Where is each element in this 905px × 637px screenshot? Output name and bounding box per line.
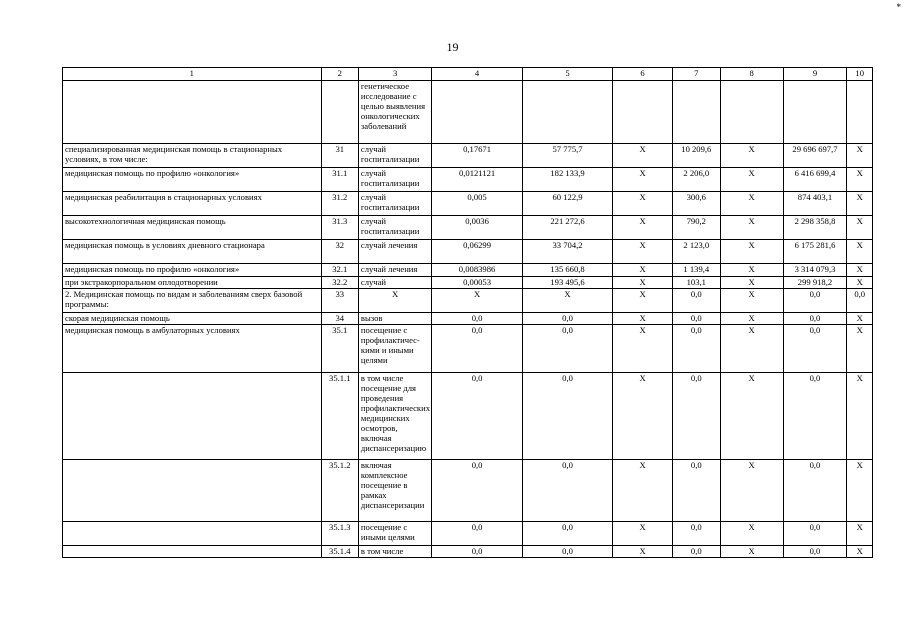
cell-code: 32.1 <box>321 264 358 277</box>
cell-col9: 0,0 <box>783 373 847 460</box>
cell-col10: 0,0 <box>847 289 873 313</box>
cell-col8: Х <box>720 522 783 546</box>
table-row <box>63 522 873 546</box>
cell-col6: Х <box>613 460 673 522</box>
cell-unit: вызов <box>358 313 431 325</box>
column-header: 7 <box>672 68 720 81</box>
cell-unit: случай <box>358 277 431 289</box>
cell-col5: 0,0 <box>522 460 612 522</box>
cell-col10: Х <box>847 277 873 289</box>
cell-name: медицинская помощь в условиях дневного стационара <box>63 240 322 264</box>
cell-col9: 0,0 <box>783 522 847 546</box>
cell-unit: в том числе <box>358 546 431 558</box>
cell-code: 32 <box>321 240 358 264</box>
cell-col6: Х <box>613 240 673 264</box>
cell-col5: 57 775,7 <box>522 144 612 168</box>
cell-col5: 0,0 <box>522 325 612 373</box>
table-row <box>63 289 873 313</box>
cell-col4: 0,0121121 <box>432 168 522 192</box>
cell-name: 2. Медицинская помощь по видам и заболеваниям сверх базовой программы: <box>63 289 322 313</box>
cell-name: медицинская реабилитация в стационарных условиях <box>63 192 322 216</box>
header-row <box>63 68 873 81</box>
cell-col9: 874 403,1 <box>783 192 847 216</box>
cell-name <box>63 460 322 522</box>
cell-code: 31.2 <box>321 192 358 216</box>
cell-col7: 1 139,4 <box>672 264 720 277</box>
cell-col6: Х <box>613 168 673 192</box>
cell-col7: 0,0 <box>672 325 720 373</box>
column-header: 6 <box>613 68 673 81</box>
cell-code: 35.1.4 <box>321 546 358 558</box>
cell-unit: генетическое исследование с целью выявления онкологических заболеваний <box>358 81 431 144</box>
cell-name <box>63 546 322 558</box>
cell-unit: случай лечения <box>358 264 431 277</box>
cell-col10: Х <box>847 373 873 460</box>
cell-name: медицинская помощь по профилю «онкология» <box>63 168 322 192</box>
cell-col9: 6 416 699,4 <box>783 168 847 192</box>
table-row <box>63 546 873 558</box>
cell-col8: Х <box>720 216 783 240</box>
cell-col6: Х <box>613 313 673 325</box>
cell-col9: 0,0 <box>783 289 847 313</box>
cell-col5: 0,0 <box>522 373 612 460</box>
cell-col10: Х <box>847 168 873 192</box>
cell-unit: случай лечения <box>358 240 431 264</box>
table-row <box>63 277 873 289</box>
table-row <box>63 313 873 325</box>
cell-code: 31 <box>321 144 358 168</box>
column-header: 1 <box>63 68 322 81</box>
cell-unit: случай госпитализации <box>358 168 431 192</box>
cell-col8: Х <box>720 325 783 373</box>
table-body <box>63 81 873 558</box>
cell-unit: в том числе посещение для проведения профилактических медицинских осмотров, включая диспансеризацию <box>358 373 431 460</box>
table-row <box>63 216 873 240</box>
cell-col8: Х <box>720 192 783 216</box>
cell-name: специализированная медицинская помощь в стационарных условиях, в том числе: <box>63 144 322 168</box>
cell-col4: 0,0 <box>432 373 522 460</box>
cell-unit: посещение с иными целями <box>358 522 431 546</box>
cell-code: 32.2 <box>321 277 358 289</box>
cell-name: скорая медицинская помощь <box>63 313 322 325</box>
cell-col6 <box>613 81 673 144</box>
column-header: 3 <box>358 68 431 81</box>
cell-code: 33 <box>321 289 358 313</box>
cell-col7: 0,0 <box>672 289 720 313</box>
cell-col8: Х <box>720 277 783 289</box>
cell-code: 35.1.3 <box>321 522 358 546</box>
cell-col6: Х <box>613 264 673 277</box>
cell-col10: Х <box>847 460 873 522</box>
corner-mark: * <box>896 2 901 12</box>
cell-col6: Х <box>613 325 673 373</box>
cell-col6: Х <box>613 192 673 216</box>
cell-col5: 0,0 <box>522 313 612 325</box>
cell-col6: Х <box>613 277 673 289</box>
cell-col4: 0,0 <box>432 546 522 558</box>
column-header: 4 <box>432 68 522 81</box>
cell-col9: 0,0 <box>783 546 847 558</box>
cell-col4: 0,0036 <box>432 216 522 240</box>
cell-col5: 60 122,9 <box>522 192 612 216</box>
cell-col4 <box>432 81 522 144</box>
cell-col8: Х <box>720 144 783 168</box>
cell-unit: включая комплексное посещение в рамках диспансеризации <box>358 460 431 522</box>
cell-col6: Х <box>613 289 673 313</box>
cell-code: 35.1.2 <box>321 460 358 522</box>
cell-unit: Х <box>358 289 431 313</box>
cell-col9: 0,0 <box>783 460 847 522</box>
cell-col8: Х <box>720 264 783 277</box>
cell-col7: 300,6 <box>672 192 720 216</box>
cell-col6: Х <box>613 144 673 168</box>
cell-col5 <box>522 81 612 144</box>
cell-col5: 33 704,2 <box>522 240 612 264</box>
table-row <box>63 144 873 168</box>
cell-col8: Х <box>720 289 783 313</box>
cell-code: 35.1 <box>321 325 358 373</box>
cell-col10: Х <box>847 313 873 325</box>
cell-code <box>321 81 358 144</box>
data-table <box>62 67 873 558</box>
cell-col10: Х <box>847 522 873 546</box>
cell-col9: 0,0 <box>783 313 847 325</box>
cell-col10: Х <box>847 216 873 240</box>
cell-name: медицинская помощь в амбулаторных условиях <box>63 325 322 373</box>
cell-col7: 790,2 <box>672 216 720 240</box>
cell-col5: 193 495,6 <box>522 277 612 289</box>
cell-name <box>63 81 322 144</box>
cell-col7 <box>672 81 720 144</box>
cell-col8: Х <box>720 373 783 460</box>
cell-col7: 10 209,6 <box>672 144 720 168</box>
cell-col10: Х <box>847 144 873 168</box>
cell-col4: 0,0083986 <box>432 264 522 277</box>
cell-col4: 0,0 <box>432 460 522 522</box>
cell-col9: 29 696 697,7 <box>783 144 847 168</box>
cell-col7: 0,0 <box>672 460 720 522</box>
column-header: 5 <box>522 68 612 81</box>
cell-code: 31.3 <box>321 216 358 240</box>
table-row <box>63 168 873 192</box>
cell-col10: Х <box>847 192 873 216</box>
cell-unit: случай госпитализации <box>358 216 431 240</box>
table-row <box>63 325 873 373</box>
cell-col4: Х <box>432 289 522 313</box>
table-row <box>63 460 873 522</box>
cell-name: при экстракорпоральном оплодотворении <box>63 277 322 289</box>
cell-col4: 0,0 <box>432 325 522 373</box>
cell-col10: Х <box>847 264 873 277</box>
cell-col7: 0,0 <box>672 522 720 546</box>
table-row <box>63 373 873 460</box>
cell-col7: 0,0 <box>672 546 720 558</box>
page-number: 19 <box>446 40 459 54</box>
cell-col5: 182 133,9 <box>522 168 612 192</box>
cell-col9: 299 918,2 <box>783 277 847 289</box>
cell-col9: 3 314 079,3 <box>783 264 847 277</box>
table-row <box>63 192 873 216</box>
cell-col7: 0,0 <box>672 373 720 460</box>
cell-col6: Х <box>613 216 673 240</box>
cell-col5: 0,0 <box>522 522 612 546</box>
cell-col8: Х <box>720 460 783 522</box>
cell-col4: 0,005 <box>432 192 522 216</box>
cell-col4: 0,0 <box>432 522 522 546</box>
cell-col4: 0,00053 <box>432 277 522 289</box>
cell-col4: 0,17671 <box>432 144 522 168</box>
cell-col9 <box>783 81 847 144</box>
cell-col6: Х <box>613 522 673 546</box>
cell-col4: 0,06299 <box>432 240 522 264</box>
cell-col8: Х <box>720 168 783 192</box>
cell-col10: Х <box>847 546 873 558</box>
cell-col7: 103,1 <box>672 277 720 289</box>
table-row <box>63 240 873 264</box>
cell-code: 34 <box>321 313 358 325</box>
cell-col4: 0,0 <box>432 313 522 325</box>
cell-col10: Х <box>847 240 873 264</box>
cell-col9: 6 175 281,6 <box>783 240 847 264</box>
cell-col7: 2 206,0 <box>672 168 720 192</box>
cell-col7: 0,0 <box>672 313 720 325</box>
cell-col6: Х <box>613 546 673 558</box>
cell-name <box>63 522 322 546</box>
column-header: 10 <box>847 68 873 81</box>
cell-col9: 2 298 358,8 <box>783 216 847 240</box>
table-row <box>63 264 873 277</box>
cell-name: высокотехнологичная медицинская помощь <box>63 216 322 240</box>
cell-col10: Х <box>847 325 873 373</box>
cell-col7: 2 123,0 <box>672 240 720 264</box>
cell-unit: случай госпитализации <box>358 144 431 168</box>
column-header: 9 <box>783 68 847 81</box>
column-header: 8 <box>720 68 783 81</box>
table-row <box>63 81 873 144</box>
cell-col10 <box>847 81 873 144</box>
cell-col5: 135 660,8 <box>522 264 612 277</box>
cell-unit: посещение с профилактичес-кими и иными целями <box>358 325 431 373</box>
cell-col8: Х <box>720 313 783 325</box>
cell-col9: 0,0 <box>783 325 847 373</box>
cell-col5: 0,0 <box>522 546 612 558</box>
column-header: 2 <box>321 68 358 81</box>
cell-col5: 221 272,6 <box>522 216 612 240</box>
cell-name <box>63 373 322 460</box>
cell-col8: Х <box>720 546 783 558</box>
cell-col8 <box>720 81 783 144</box>
cell-name: медицинская помощь по профилю «онкология» <box>63 264 322 277</box>
cell-code: 31.1 <box>321 168 358 192</box>
cell-col8: Х <box>720 240 783 264</box>
cell-unit: случай госпитализации <box>358 192 431 216</box>
cell-col6: Х <box>613 373 673 460</box>
cell-col5: Х <box>522 289 612 313</box>
cell-code: 35.1.1 <box>321 373 358 460</box>
